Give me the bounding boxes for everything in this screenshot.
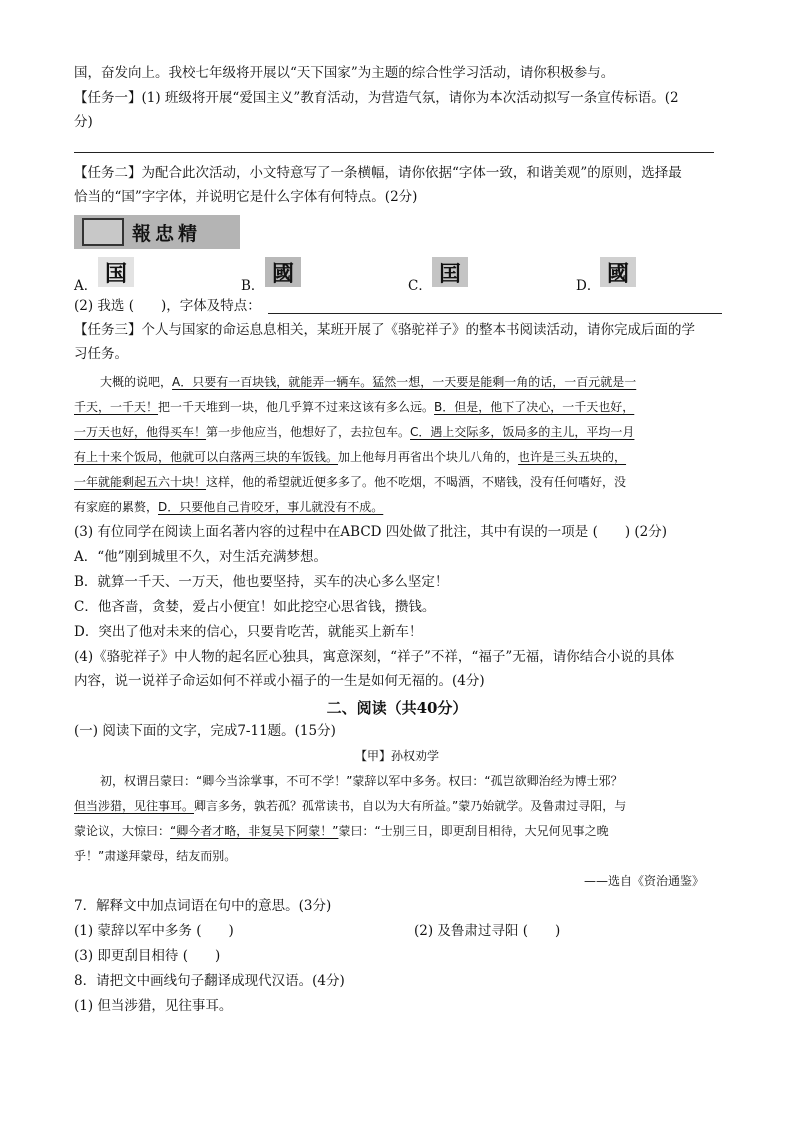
banner-blank-square xyxy=(82,218,124,246)
question-8: 8．请把文中画线句子翻译成现代汉语。(4分) xyxy=(74,973,345,989)
classical-text: 蒙曰：“士别三日，即更刮目相待，大兄何见事之晚 xyxy=(338,824,609,838)
underlined-text: 也许是三头五块的， xyxy=(518,450,627,464)
classical-title: 【甲】孙权劝学 xyxy=(354,749,439,763)
question-3: (3) 有位同学在阅读上面名著内容的过程中在ABCD 四处做了批注，其中有误的一项是 ( ) (2分) xyxy=(74,524,668,540)
classical-line-2 xyxy=(74,797,626,815)
task1-line2: 分) xyxy=(74,114,93,130)
passage-line-5 xyxy=(74,473,626,491)
underlined-sentence-2: “卿今者才略，非复吴下阿蒙！” xyxy=(170,824,339,838)
option-d-label: D． xyxy=(576,278,601,294)
classical-text: 卿言多务，孰若孤？孤常读书，自以为大有所益。”蒙乃始就学。及鲁肃过寻阳，与 xyxy=(194,799,627,813)
task3-line1: 【任务三】个人与国家的命运息息相关，某班开展了《骆驼祥子》的整本书阅读活动，请你完成后面的学 xyxy=(74,322,695,338)
task1-answer-line xyxy=(74,152,714,153)
question-4-line1: (4)《骆驼祥子》中人物的起名匠心独具，寓意深刻，“祥子”不祥，“福子”无福，请你结合小说的具体 xyxy=(74,649,675,665)
annotation-d: D．只要他自己肯咬牙，事儿就没有不成。 xyxy=(158,500,384,514)
question-4-line2: 内容，说一说祥子命运如何不祥或小福子的一生是如何无福的。(4分) xyxy=(74,673,485,689)
option-b-glyph-image: 國 xyxy=(265,257,301,287)
classical-text: 蒙论议，大惊曰： xyxy=(74,824,171,838)
annotation-b: B．但是，他下了决心，一千天也好， xyxy=(434,400,635,414)
task3-line2: 习任务。 xyxy=(74,346,128,362)
passage-text: 第一步他应当，他想好了，去拉包车。 xyxy=(206,425,411,439)
task2-line2: 恰当的“国”字字体，并说明它是什么字体有何特点。(2分) xyxy=(74,189,418,205)
passage-text: 大概的说吧， xyxy=(100,375,173,389)
passage-line-4 xyxy=(74,448,626,466)
q7-item-1: (1) 蒙辞以军中多务 ( ) xyxy=(74,923,234,939)
q8-item-1: (1) 但当涉猎，见往事耳。 xyxy=(74,998,233,1014)
option-d-glyph-image: 國 xyxy=(600,257,636,287)
q3-option-d: D．突出了他对未来的信心，只要肯吃苦，就能买上新车！ xyxy=(74,624,423,640)
task2-answer-prompt: (2) 我选 ( )，字体及特点： xyxy=(74,298,261,314)
intro-line: 国，奋发向上。我校七年级将开展以“天下国家”为主题的综合性学习活动，请你积极参与。 xyxy=(74,65,615,81)
q3-option-a: A．“他”刚到城里不久，对生活充满梦想。 xyxy=(74,549,328,565)
passage-line-6 xyxy=(74,498,383,516)
classical-line-4: 乎！”肃遂拜蒙母，结友而别。 xyxy=(74,849,237,863)
option-b-label: B． xyxy=(241,278,265,294)
annotation-c: C．遇上交际多，饭局多的主儿，平均一月 xyxy=(410,425,635,439)
passage-text: 把一千天堆到一块，他几乎算不过来这该有多么远。 xyxy=(158,400,435,414)
banner-image xyxy=(74,215,240,249)
task1-line1: 【任务一】(1) 班级将开展“爱国主义”教育活动，为营造气氛，请你为本次活动拟写一条宣传标语。(2 xyxy=(74,90,679,106)
classical-line-1: 初，权谓吕蒙曰：“卿今当涂掌事，不可不学！”蒙辞以军中多务。权曰：“孤岂欲卿治经为博士邪？ xyxy=(100,774,623,788)
classical-source: ——选自《资治通鉴》 xyxy=(584,874,705,888)
q7-item-3: (3) 即更刮目相待 ( ) xyxy=(74,948,221,964)
q7-item-2: (2) 及鲁肃过寻阳 ( ) xyxy=(414,923,561,939)
classical-line-3 xyxy=(74,822,609,840)
q3-option-c: C．他吝啬，贪婪，爱占小便宜！如此挖空心思省钱，攒钱。 xyxy=(74,599,436,615)
banner-text: 報忠精 xyxy=(132,222,202,245)
q3-option-b: B．就算一千天、一万天，他也要坚持，买车的决心多么坚定！ xyxy=(74,574,449,590)
option-a-label: A． xyxy=(74,278,98,294)
task2-line1: 【任务二】为配合此次活动，小文特意写了一条横幅，请你依据“字体一致，和谐美观”的原则，选择最 xyxy=(74,165,682,181)
underlined-text: 有上十来个饭局，他就可以白落两三块的车饭钱。 xyxy=(74,450,339,464)
passage-text: 加上他每月再省出个块儿八角的， xyxy=(338,450,519,464)
underlined-sentence-1: 但当涉猎，见往事耳。 xyxy=(74,799,195,813)
question-7: 7．解释文中加点词语在句中的意思。(3分) xyxy=(74,898,332,914)
option-a-glyph-image: 国 xyxy=(98,257,134,287)
option-c-glyph-image: 囯 xyxy=(432,257,468,287)
annotation-a: A．只要有一百块钱，就能弄一辆车。猛然一想，一天要是能剩一角的话，一百元就是一 xyxy=(172,375,637,389)
passage-line-3 xyxy=(74,423,634,441)
section-2-heading: 二、阅读（共40分） xyxy=(326,699,468,717)
passage-text: 有家庭的累赘， xyxy=(74,500,159,514)
option-c-label: C． xyxy=(408,278,432,294)
passage-line-2 xyxy=(74,398,634,416)
underlined-text: 千天，一千天！ xyxy=(74,400,159,414)
underlined-text: 一年就能剩起五六十块！ xyxy=(74,475,207,489)
task2-answer-line xyxy=(268,313,722,314)
underlined-text: 一万天也好，他得买车！ xyxy=(74,425,207,439)
part1-intro: (一) 阅读下面的文字，完成7-11题。(15分) xyxy=(74,723,336,739)
passage-text: 这样，他的希望就近便多多了。他不吃烟，不喝酒，不赌钱，没有任何嗜好，没 xyxy=(206,475,627,489)
passage-line-1 xyxy=(100,373,636,391)
